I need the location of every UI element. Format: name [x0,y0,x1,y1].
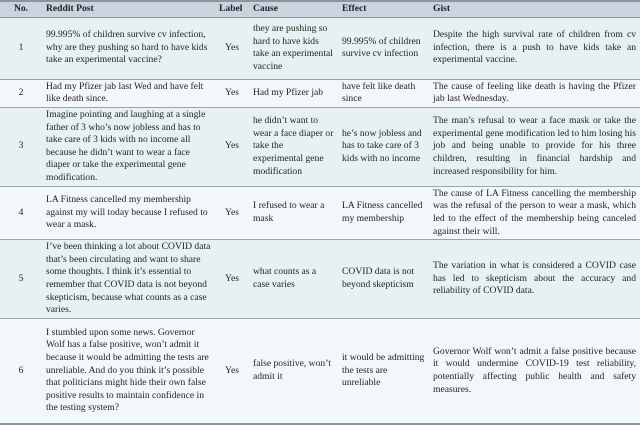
label-cell: Yes [215,107,249,186]
cause-cell: what counts as a case varies [249,240,338,319]
row-number-cell: 1 [0,17,42,79]
header-no: No. [0,1,42,17]
table-row [0,186,640,239]
cause-cell: they are pushing so hard to have kids take an experimental vaccine [249,17,338,79]
gist-cell: The man’s refusal to wear a face mask or take the experimental gene modification led to him losing his job and being unable to provide for his three children, resulting in financial hardship and increased responsibility for him. [429,107,640,186]
effect-cell: he’s now jobless and has to take care of 3 kids with no income [338,107,429,186]
cause-cell: he didn’t want to wear a face diaper or take the experimental gene modification [249,107,338,186]
label-cell: Yes [215,17,249,79]
table-row [0,79,640,107]
gist-cell: Despite the high survival rate of children from cv infection, there is a push to have kids take an experimental vaccine. [429,17,640,79]
row-number-cell: 6 [0,318,42,424]
header-effect: Effect [338,1,429,17]
reddit-post-cell: I stumbled upon some news. Governor Wolf has a false positive, won’t admit it because it would be admitting the tests are unreliable. And do you think it’s possible that politicians might hide their own false positive results to maintain confidence in the testing system? [42,318,215,424]
header-row [0,1,640,17]
table-row [0,107,640,186]
row-number-cell: 3 [0,107,42,186]
cause-cell: I refused to wear a mask [249,186,338,239]
row-number-cell: 4 [0,186,42,239]
reddit-post-cell: 99.995% of children survive cv infection, why are they pushing so hard to have kids take an experimental vaccine? [42,17,215,79]
header-label: Label [215,1,249,17]
row-number-cell: 5 [0,240,42,319]
effect-cell: LA Fitness cancelled my membership [338,186,429,239]
reddit-post-cell: I’ve been thinking a lot about COVID data that’s been circulating and want to share some thoughts. I think it’s essential to remember that COVID data is not beyond skepticism, because what counts as a case varies. [42,240,215,319]
gist-cell: Governor Wolf won’t admit a false positive because it would undermine COVID-19 test reliability, potentially affecting public health and safety measures. [429,318,640,424]
effect-cell: 99.995% of children survive cv infection [338,17,429,79]
cause-cell: Had my Pfizer jab [249,79,338,107]
reddit-post-cell: Imagine pointing and laughing at a single father of 3 who’s now jobless and has to take care of 3 kids with no income all because he didn’t want to wear a face diaper or take the experimental gene modification. [42,107,215,186]
gist-cell: The cause of LA Fitness cancelling the membership was the refusal of the person to wear a mask, which led to the effect of the membership being canceled against their will. [429,186,640,239]
row-number-cell: 2 [0,79,42,107]
table-row [0,240,640,319]
gist-cell: The cause of feeling like death is having the Pfizer jab last Wednesday. [429,79,640,107]
label-cell: Yes [215,240,249,319]
effect-cell: have felt like death since [338,79,429,107]
label-cell: Yes [215,79,249,107]
table-row [0,17,640,79]
reddit-post-cell: LA Fitness cancelled my membership against my will today because I refused to wear a mask. [42,186,215,239]
header-gist: Gist [429,1,640,17]
label-cell: Yes [215,318,249,424]
gist-cell: The variation in what is considered a COVID case has led to skepticism about the accuracy and reliability of COVID data. [429,240,640,319]
cause-cell: false positive, won’t admit it [249,318,338,424]
header-cause: Cause [249,1,338,17]
header-reddit-post: Reddit Post [42,1,215,17]
table-row [0,318,640,424]
effect-cell: COVID data is not beyond skepticism [338,240,429,319]
effect-cell: it would be admitting the tests are unreliable [338,318,429,424]
reddit-post-cell: Had my Pfizer jab last Wed and have felt like death since. [42,79,215,107]
label-cell: Yes [215,186,249,239]
